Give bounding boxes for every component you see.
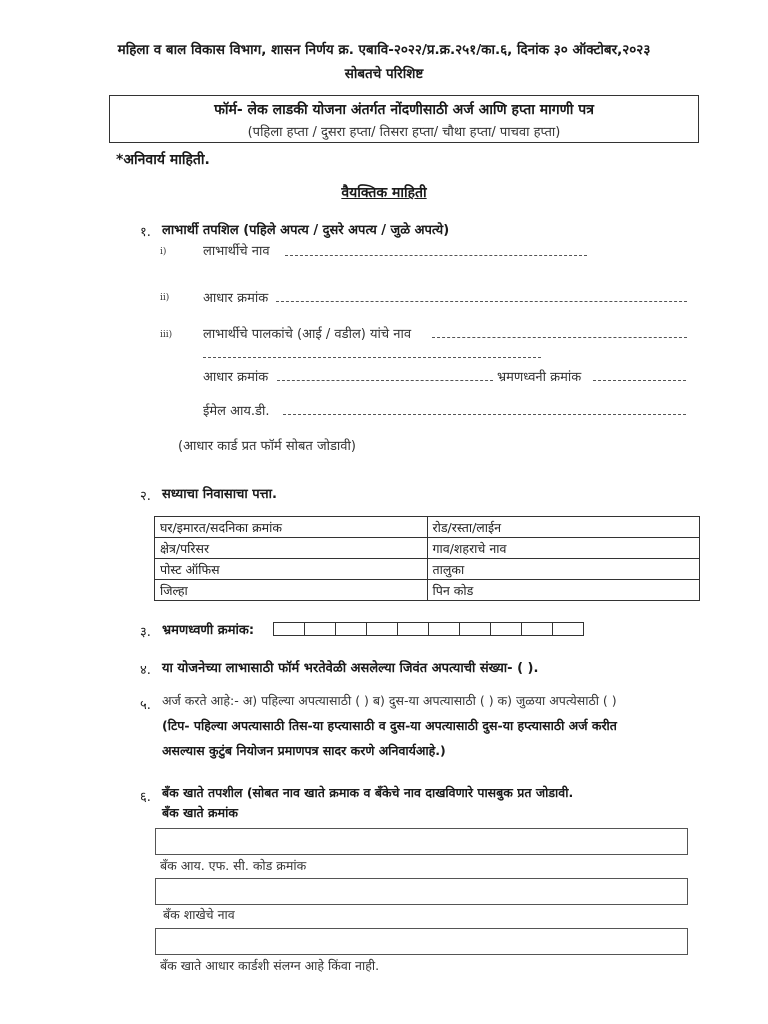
taluka-cell[interactable]: तालुका <box>427 559 700 580</box>
post-office-cell[interactable]: पोस्ट ऑफिस <box>155 559 428 580</box>
beneficiary-name-label: लाभार्थीचे नाव <box>203 244 270 259</box>
mobile-digit-box[interactable] <box>335 622 367 636</box>
s5-tip-line-1: (टिप- पहिल्या अपत्यासाठी तिस-या हप्त्यासाठी व दुस-या अपत्यासाठी दुस-या हप्त्यासाठी अर्ज करीत <box>162 718 617 733</box>
mobile-number-boxes[interactable] <box>273 622 583 636</box>
s5-number: ५. <box>140 698 151 713</box>
mobile-digit-box[interactable] <box>459 622 491 636</box>
form-title-box <box>109 95 699 143</box>
pin-code-cell[interactable]: पिन कोड <box>427 580 700 601</box>
aadhaar-link-label: बँक खाते आधार कार्डशी संलग्न आहे किंवा नाही. <box>160 958 380 973</box>
header-line-1: महिला व बाल विकास विभाग, शासन निर्णय क्र. एबावि-२०२२/प्र.क्र.२५१/का.६, दिनांक ३० ऑक्टोबर,२०२३ <box>117 42 651 58</box>
road-cell[interactable]: रोड/रस्ता/लाईन <box>427 517 700 538</box>
aadhar-copy-note: (आधार कार्ड प्रत फॉर्म सोबत जोडावी) <box>178 439 356 454</box>
email-label: ईमेल आय.डी. <box>203 404 270 419</box>
form-title: फॉर्म- लेक लाडकी योजना अंतर्गत नोंदणीसाठी अर्ज आणि हप्ता मागणी पत्र <box>214 102 594 118</box>
table-row <box>155 538 700 559</box>
mobile-digit-box[interactable] <box>521 622 553 636</box>
ifsc-label: बँक आय. एफ. सी. कोड क्रमांक <box>160 858 307 873</box>
s6-label: बँक खाते तपशील (सोबत नाव खाते क्रमाक व बँकेचे नाव दाखविणारे पासबुक प्रत जोडावी. <box>162 785 574 800</box>
address-table <box>154 516 700 601</box>
s3-label: भ्रमणध्वणी क्रमांक: <box>162 623 255 638</box>
mobile-digit-box[interactable] <box>273 622 305 636</box>
area-cell[interactable]: क्षेत्र/परिसर <box>155 538 428 559</box>
bank-account-label: बँक खाते क्रमांक <box>162 805 238 820</box>
s4-label: या योजनेच्या लाभासाठी फॉर्म भरतेवेळी असलेल्या जिवंत अपत्याची संख्या- ( ). <box>162 661 539 676</box>
mandatory-note: *अनिवार्य माहिती. <box>116 152 210 168</box>
mobile-digit-box[interactable] <box>552 622 584 636</box>
bank-account-input[interactable] <box>155 828 688 855</box>
mobile-digit-box[interactable] <box>366 622 398 636</box>
s2-number: २. <box>140 489 151 504</box>
header-line-2: सोबतचे परिशिष्ट <box>344 66 424 82</box>
s1-number: १. <box>140 225 151 240</box>
ifsc-input[interactable] <box>155 878 688 905</box>
table-row <box>155 580 700 601</box>
s1-iii-marker: iii) <box>160 330 173 340</box>
branch-input[interactable] <box>155 928 688 955</box>
parent-mobile-label: भ्रमणध्वनी क्रमांक <box>497 370 582 385</box>
mobile-digit-box[interactable] <box>304 622 336 636</box>
village-city-cell[interactable]: गाव/शहराचे नाव <box>427 538 700 559</box>
beneficiary-name-field[interactable] <box>285 255 587 256</box>
email-field[interactable] <box>283 414 686 415</box>
s1-label: लाभार्थी तपशिल (पहिले अपत्य / दुसरे अपत्य / जुळे अपत्ये) <box>162 223 450 238</box>
s4-number: ४. <box>140 663 151 678</box>
s5-label: अर्ज करते आहे:- अ) पहिल्या अपत्यासाठी ( ) ब) दुस-या अपत्यासाठी ( ) क) जुळया अपत्येसाठी ( ) <box>162 693 617 708</box>
district-cell[interactable]: जिल्हा <box>155 580 428 601</box>
s3-number: ३. <box>140 625 151 640</box>
s1-ii-marker: ii) <box>160 293 170 303</box>
parent-name-field[interactable] <box>432 337 687 338</box>
s1-i-marker: i) <box>160 247 167 257</box>
mobile-digit-box[interactable] <box>428 622 460 636</box>
table-row <box>155 517 700 538</box>
s2-label: सध्याचा निवासाचा पत्ता. <box>162 487 277 502</box>
branch-label: बँक शाखेचे नाव <box>163 907 235 922</box>
s5-tip-line-2: असल्यास कुटुंब नियोजन प्रमाणपत्र सादर करणे अनिवार्यआहे.) <box>162 743 446 758</box>
mobile-digit-box[interactable] <box>397 622 429 636</box>
parent-name-label: लाभार्थीचे पालकांचे (आई / वडील) यांचे नाव <box>203 327 412 342</box>
house-number-cell[interactable]: घर/इमारत/सदनिका क्रमांक <box>155 517 428 538</box>
parent-aadhar-field[interactable] <box>277 380 493 381</box>
mobile-digit-box[interactable] <box>490 622 522 636</box>
parent-aadhar-label: आधार क्रमांक <box>203 370 269 385</box>
s6-number: ६. <box>140 790 151 805</box>
aadhar-number-label: आधार क्रमांक <box>203 291 269 306</box>
table-row <box>155 559 700 580</box>
parent-mobile-field[interactable] <box>593 380 686 381</box>
aadhar-number-field[interactable] <box>276 301 687 302</box>
form-subtitle: (पहिला हप्ता / दुसरा हप्ता/ तिसरा हप्ता/ चौथा हप्ता/ पाचवा हप्ता) <box>247 125 561 140</box>
section-title: वैयक्तिक माहिती <box>341 185 427 201</box>
parent-name-field-continued[interactable] <box>203 357 541 358</box>
